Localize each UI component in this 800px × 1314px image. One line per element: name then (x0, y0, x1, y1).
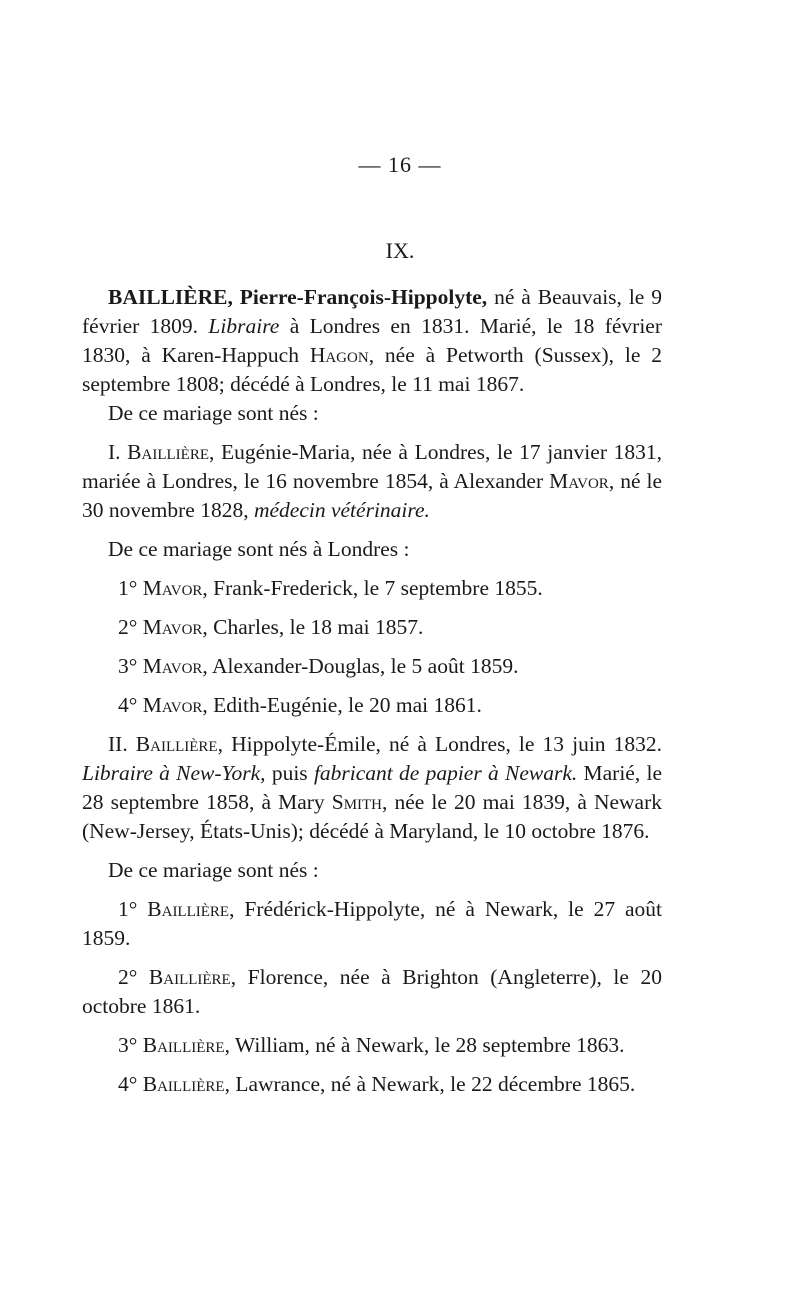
grandchild-entry: 2° Baillière, Florence, née à Brighton (Angleterre), le 20 octobre 1861. (82, 965, 662, 1018)
head-profession: Libraire (208, 314, 280, 338)
child-I-spouse-surname: Mavor (549, 469, 609, 493)
child-II-spouse-surname: Smith (331, 790, 383, 814)
grandchild-surname: Baillière (147, 897, 230, 921)
child-II-entry: II. Baillière, Hippolyte-Émile, né à Londres, le 13 juin 1832. Libraire à New-York, puis fabricant de papier à Newark. Marié, le 28 septembre 1858, à Mary Smith, née le 20 mai 1839, à Newark (New-Jersey, États-Unis); décédé à Maryland, le 10 octobre 1876. (82, 732, 663, 843)
child-I-details: , Eugénie-Maria, née à Londres, le 17 janvier 1831, mariée à Londres, le 16 novembre 1854, à Alexander (82, 440, 662, 493)
child-I-children-intro: De ce mariage sont nés à Londres : (108, 537, 410, 561)
child-I-spouse-rest: , né le 30 novembre 1828, (82, 469, 662, 522)
grandchild-surname: Baillière (142, 1033, 225, 1057)
head-spouse-rest: , née à Petworth (Sussex), le 2 septembre 1808; décédé à Londres, le 11 mai 1867. (82, 343, 662, 396)
child-II-profession2: fabricant de papier à Newark. (313, 761, 578, 785)
grandchild-entry: 1° Baillière, Frédérick-Hippolyte, né à Newark, le 27 août 1859. (82, 897, 662, 950)
head-children-intro: De ce mariage sont nés : (108, 401, 319, 425)
child-II-numeral: II. (108, 732, 136, 756)
grandchild-entry: 3° Baillière, William, né à Newark, le 28 septembre 1863. (118, 1033, 625, 1057)
child-II-profession: Libraire à New-York, (82, 761, 266, 785)
grandchild-surname: Mavor (142, 654, 203, 678)
head-birth: né à Beauvais, le 9 février 1809. (82, 285, 662, 338)
head-spouse-surname: Hagon (309, 343, 369, 367)
grandchild-entry: 2° Mavor, Charles, le 18 mai 1857. (118, 615, 424, 639)
head-surname: BAILLIÈRE, (108, 285, 233, 309)
section-number: IX. (385, 238, 415, 263)
genealogy-text (82, 283, 662, 1099)
child-II-details: , Hippolyte-Émile, né à Londres, le 13 juin 1832. (217, 732, 662, 756)
head-entry (82, 283, 662, 399)
grandchild-entry: 1° Mavor, Frank-Frederick, le 7 septembre 1855. (118, 576, 543, 600)
page-number: — 16 — (358, 152, 442, 177)
child-I-spouse-profession: médecin vétérinaire. (253, 498, 430, 522)
grandchild-entry: 4° Mavor, Edith-Eugénie, le 20 mai 1861. (118, 693, 482, 717)
grandchild-surname: Mavor (142, 576, 203, 600)
grandchild-entry: 3° Mavor, Alexander-Douglas, le 5 août 1859. (118, 654, 519, 678)
head-given-names: Pierre-François-Hippolyte, (232, 285, 488, 309)
head-career: à Londres en 1831. Marié, le 18 février 1830, à Karen-Happuch (82, 314, 662, 367)
grandchild-surname: Baillière (142, 1072, 225, 1096)
child-I-entry (82, 438, 662, 525)
child-II-children-intro: De ce mariage sont nés : (108, 858, 319, 882)
grandchild-surname: Mavor (142, 693, 203, 717)
grandchild-surname: Baillière (148, 965, 231, 989)
grandchild-entry: 4° Baillière, Lawrance, né à Newark, le 22 décembre 1865. (118, 1072, 636, 1096)
grandchild-surname: Mavor (142, 615, 203, 639)
child-I-surname: Baillière (127, 440, 209, 464)
child-I-numeral: I. (108, 440, 128, 464)
child-II-surname: Baillière (135, 732, 218, 756)
child-II-spouse-rest: , née le 20 mai 1839, à Newark (New-Jersey, États-Unis); décédé à Maryland, le 10 octobre 1876. (82, 790, 663, 843)
